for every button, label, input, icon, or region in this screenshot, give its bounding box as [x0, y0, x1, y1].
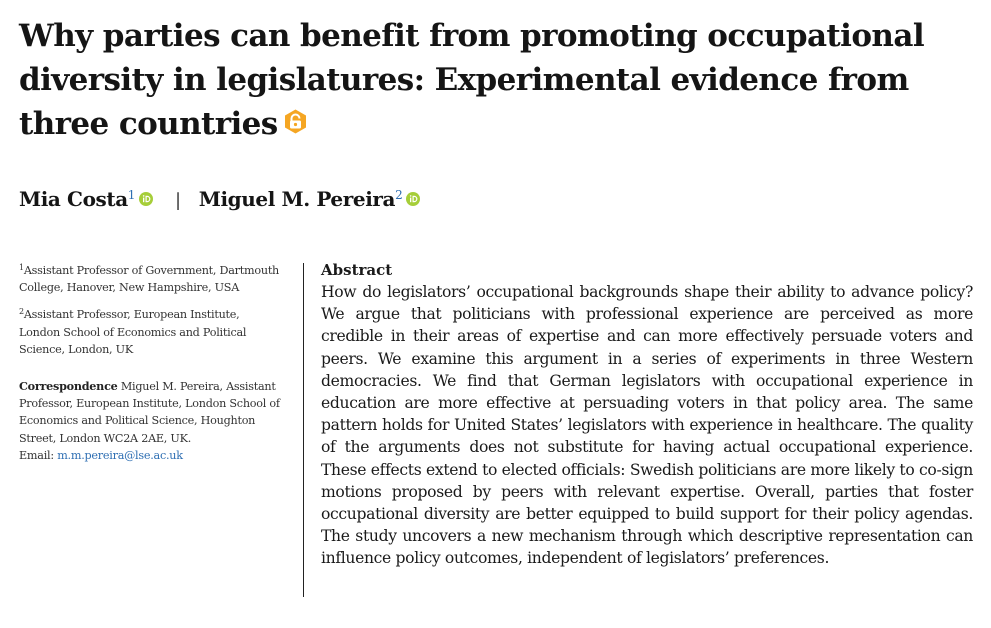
affiliation-2-mark: 2 [19, 307, 24, 317]
paper-title-text: Why parties can benefit from promoting occupational diversity in legislatures: Experimental evidence from three countries [19, 18, 925, 142]
abstract-heading: Abstract [321, 261, 393, 279]
abstract-section [321, 260, 973, 570]
paper-title [19, 14, 979, 146]
email-label: Email: [19, 448, 54, 462]
author-name: Miguel M. Pereira [198, 187, 396, 211]
affiliation-2-text: Assistant Professor, European Institute, London School of Economics and Political Science, London, UK [19, 308, 247, 356]
affiliation-2 [19, 306, 281, 358]
author-list [19, 184, 420, 216]
affiliation-mark[interactable]: 2 [395, 188, 403, 202]
affiliation-mark[interactable]: 1 [127, 188, 136, 202]
affiliation-1-text: Assistant Professor of Government, Dartmouth College, Hanover, New Hampshire, USA [19, 264, 280, 295]
abstract-divider [303, 263, 304, 597]
email-link[interactable]: m.m.pereira@lse.ac.uk [57, 448, 183, 462]
abstract-body: How do legislators’ occupational backgrounds shape their ability to advance policy? We argue that politicians with professional experience are perceived as more credible in their areas of expertise and can more effectively persuade voters and peers. We examine this argument in a series of experiments in three Western democracies. We find that German legislators with occupational experience in education are more effective at persuading voters in that policy area. The same pattern holds for United States’ legislators with experience in healthcare. The quality of the arguments does not substitute for having actual occupational experience. These effects extend to elected officials: Swedish politicians are more likely to co-sign motions proposed by peers with relevant expertise. Overall, parties that foster occupational diversity are better equipped to build support for their policy agendas. The study uncovers a new mechanism through which descriptive representation can influence policy outcomes, independent of legislators’ preferences. [321, 283, 973, 568]
correspondence-block [19, 378, 281, 464]
orcid-icon[interactable] [139, 192, 153, 206]
author-separator: | [175, 190, 181, 211]
affiliation-1-mark: 1 [19, 263, 24, 272]
author-name: Mia Costa [19, 187, 128, 211]
open-access-lock-icon[interactable] [282, 108, 309, 135]
affiliation-1 [19, 262, 281, 296]
affiliations-sidebar [19, 262, 281, 474]
correspondence-label: Correspondence [19, 379, 118, 394]
correspondence-text: Miguel M. Pereira, Assistant Professor, European Institute, London School of Economics and Political Science, Houghton Street, London WC2A 2AE, UK. [19, 380, 280, 445]
orcid-icon[interactable] [406, 192, 420, 206]
